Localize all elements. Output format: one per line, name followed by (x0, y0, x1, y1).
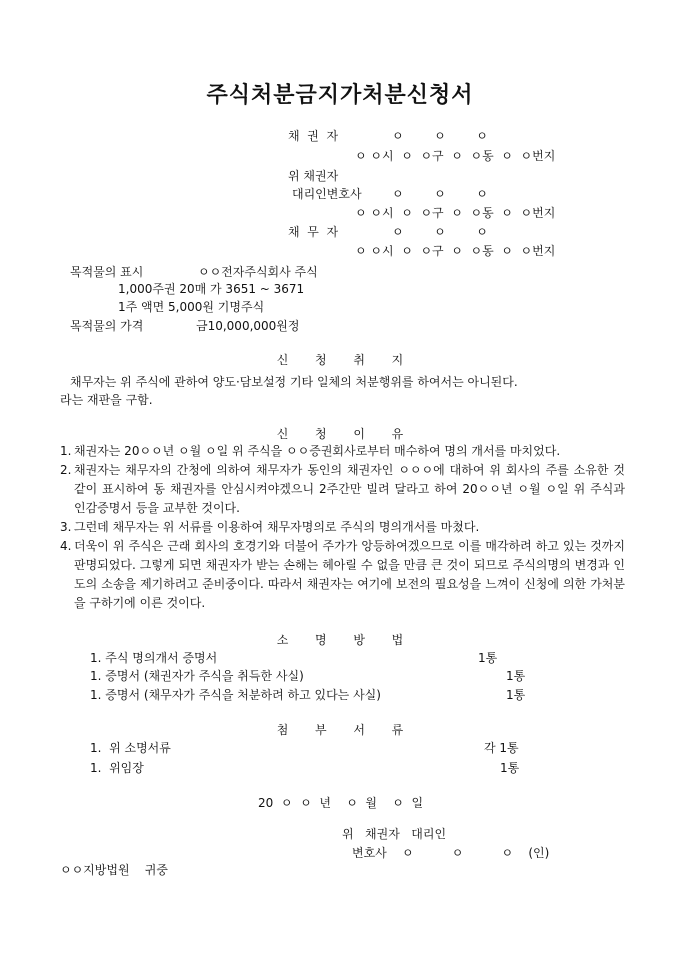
reason-item (60, 537, 625, 613)
object-price-label: 목적물의 가격 (70, 319, 144, 333)
agent-address: ㅇ ㅇ시 ㅇ ㅇ구 ㅇ ㅇ동 ㅇ ㅇ번지 (355, 206, 556, 220)
object-price-value: 금10,000,000원정 (196, 319, 300, 333)
reason-item (60, 442, 625, 461)
reason-text: 그런데 채무자는 위 서류를 이용하여 채무자명의로 주식의 명의개서를 마쳤다. (74, 520, 480, 534)
evidence-item: 1. 주식 명의개서 증명서 (90, 651, 218, 665)
purpose-text-tail: 라는 재판을 구함. (60, 393, 153, 407)
evidence-item: 1. 증명서 (채권자가 주식을 취득한 사실) (90, 669, 304, 683)
object-display-value: ㅇㅇ전자주식회사 주식 (198, 265, 318, 279)
evidence-item: 1. 증명서 (채무자가 주식을 처분하려 하고 있다는 사실) (90, 688, 381, 702)
attachments-heading: 첨 부 서 류 (276, 723, 404, 737)
attachment-count: 1통 (500, 761, 520, 775)
reason-number: 4. (60, 539, 72, 553)
creditor-address: ㅇ ㅇ시 ㅇ ㅇ구 ㅇ ㅇ동 ㅇ ㅇ번지 (355, 149, 556, 163)
reason-number: 2. (60, 463, 72, 477)
reasons-heading: 신 청 이 유 (276, 427, 404, 441)
object-detail-line1: 1,000주권 20매 가 3651 ~ 3671 (118, 282, 305, 296)
purpose-text: 채무자는 위 주식에 관하여 양도·담보설정 기타 일체의 처분행위를 하여서는 아니된다. (70, 375, 518, 389)
filing-date: 20 ㅇ ㅇ 년 ㅇ 월 ㅇ 일 (258, 796, 424, 810)
debtor-label: 채 무 자 (288, 225, 339, 239)
object-detail-line2: 1주 액면 5,000원 기명주식 (118, 300, 265, 314)
evidence-heading: 소 명 방 법 (276, 633, 404, 647)
signer-line2: 변호사 ㅇ ㅇ ㅇ (인) (352, 846, 550, 860)
attachment-count: 각 1통 (484, 741, 519, 755)
reason-item (60, 461, 625, 518)
debtor-address: ㅇ ㅇ시 ㅇ ㅇ구 ㅇ ㅇ동 ㅇ ㅇ번지 (355, 244, 556, 258)
document-title: 주식처분금지가처분신청서 (206, 82, 474, 108)
attachment-item: 1. 위 소명서류 (90, 741, 171, 755)
debtor-name: ㅇ ㅇ ㅇ (392, 225, 488, 239)
evidence-count: 1통 (478, 651, 498, 665)
reason-number: 3. (60, 520, 72, 534)
attachment-item: 1. 위임장 (90, 761, 144, 775)
object-display-label: 목적물의 표시 (70, 265, 144, 279)
reason-text: 더욱이 위 주식은 근래 회사의 호경기와 더불어 주가가 앙등하여겠으므로 이를 매각하려 하고 있는 것까지 판명되었다. 그렇게 되면 채권자가 받는 손해는 헤아릴 수 없을 만큼 큰 것이 되므로 주식의명의 변경과 인도의 소송을 제기하려고 준비중이다. 따라서 채권자는 여기에 보전의 필요성을 느껴이 신청에 의한 가처분을 구하기에 이른 것이다. (74, 539, 625, 610)
agent-name: ㅇ ㅇ ㅇ (392, 187, 488, 201)
reason-item (60, 518, 625, 537)
purpose-heading: 신 청 취 지 (276, 353, 404, 367)
creditor-name: ㅇ ㅇ ㅇ (392, 129, 488, 143)
reason-text: 채권자는 20ㅇㅇ년 ㅇ월 ㅇ일 위 주식을 ㅇㅇ증권회사로부터 매수하여 명의 개서를 마치었다. (74, 444, 561, 458)
reason-text: 채권자는 채무자의 간청에 의하여 채무자가 동인의 채권자인 ㅇㅇㅇ에 대하여 위 회사의 주를 소유한 것 같이 표시하여 동 채권자를 안심시켜야겠으니 2주간만 빌려 달라고 하여 20ㅇㅇ년 ㅇ월 ㅇ일 위 주식과 인감증명서 등을 교부한 것이다. (74, 463, 625, 515)
creditor-label: 채 권 자 (288, 129, 339, 143)
signer-line1: 위 채권자 대리인 (342, 827, 447, 841)
agent-label: 대리인변호사 (292, 187, 362, 201)
court-addressee: ㅇㅇ지방법원 귀중 (60, 863, 168, 877)
reason-number: 1. (60, 444, 72, 458)
evidence-count: 1통 (506, 688, 526, 702)
evidence-count: 1통 (506, 669, 526, 683)
agent-of-label: 위 채권자 (288, 169, 339, 183)
